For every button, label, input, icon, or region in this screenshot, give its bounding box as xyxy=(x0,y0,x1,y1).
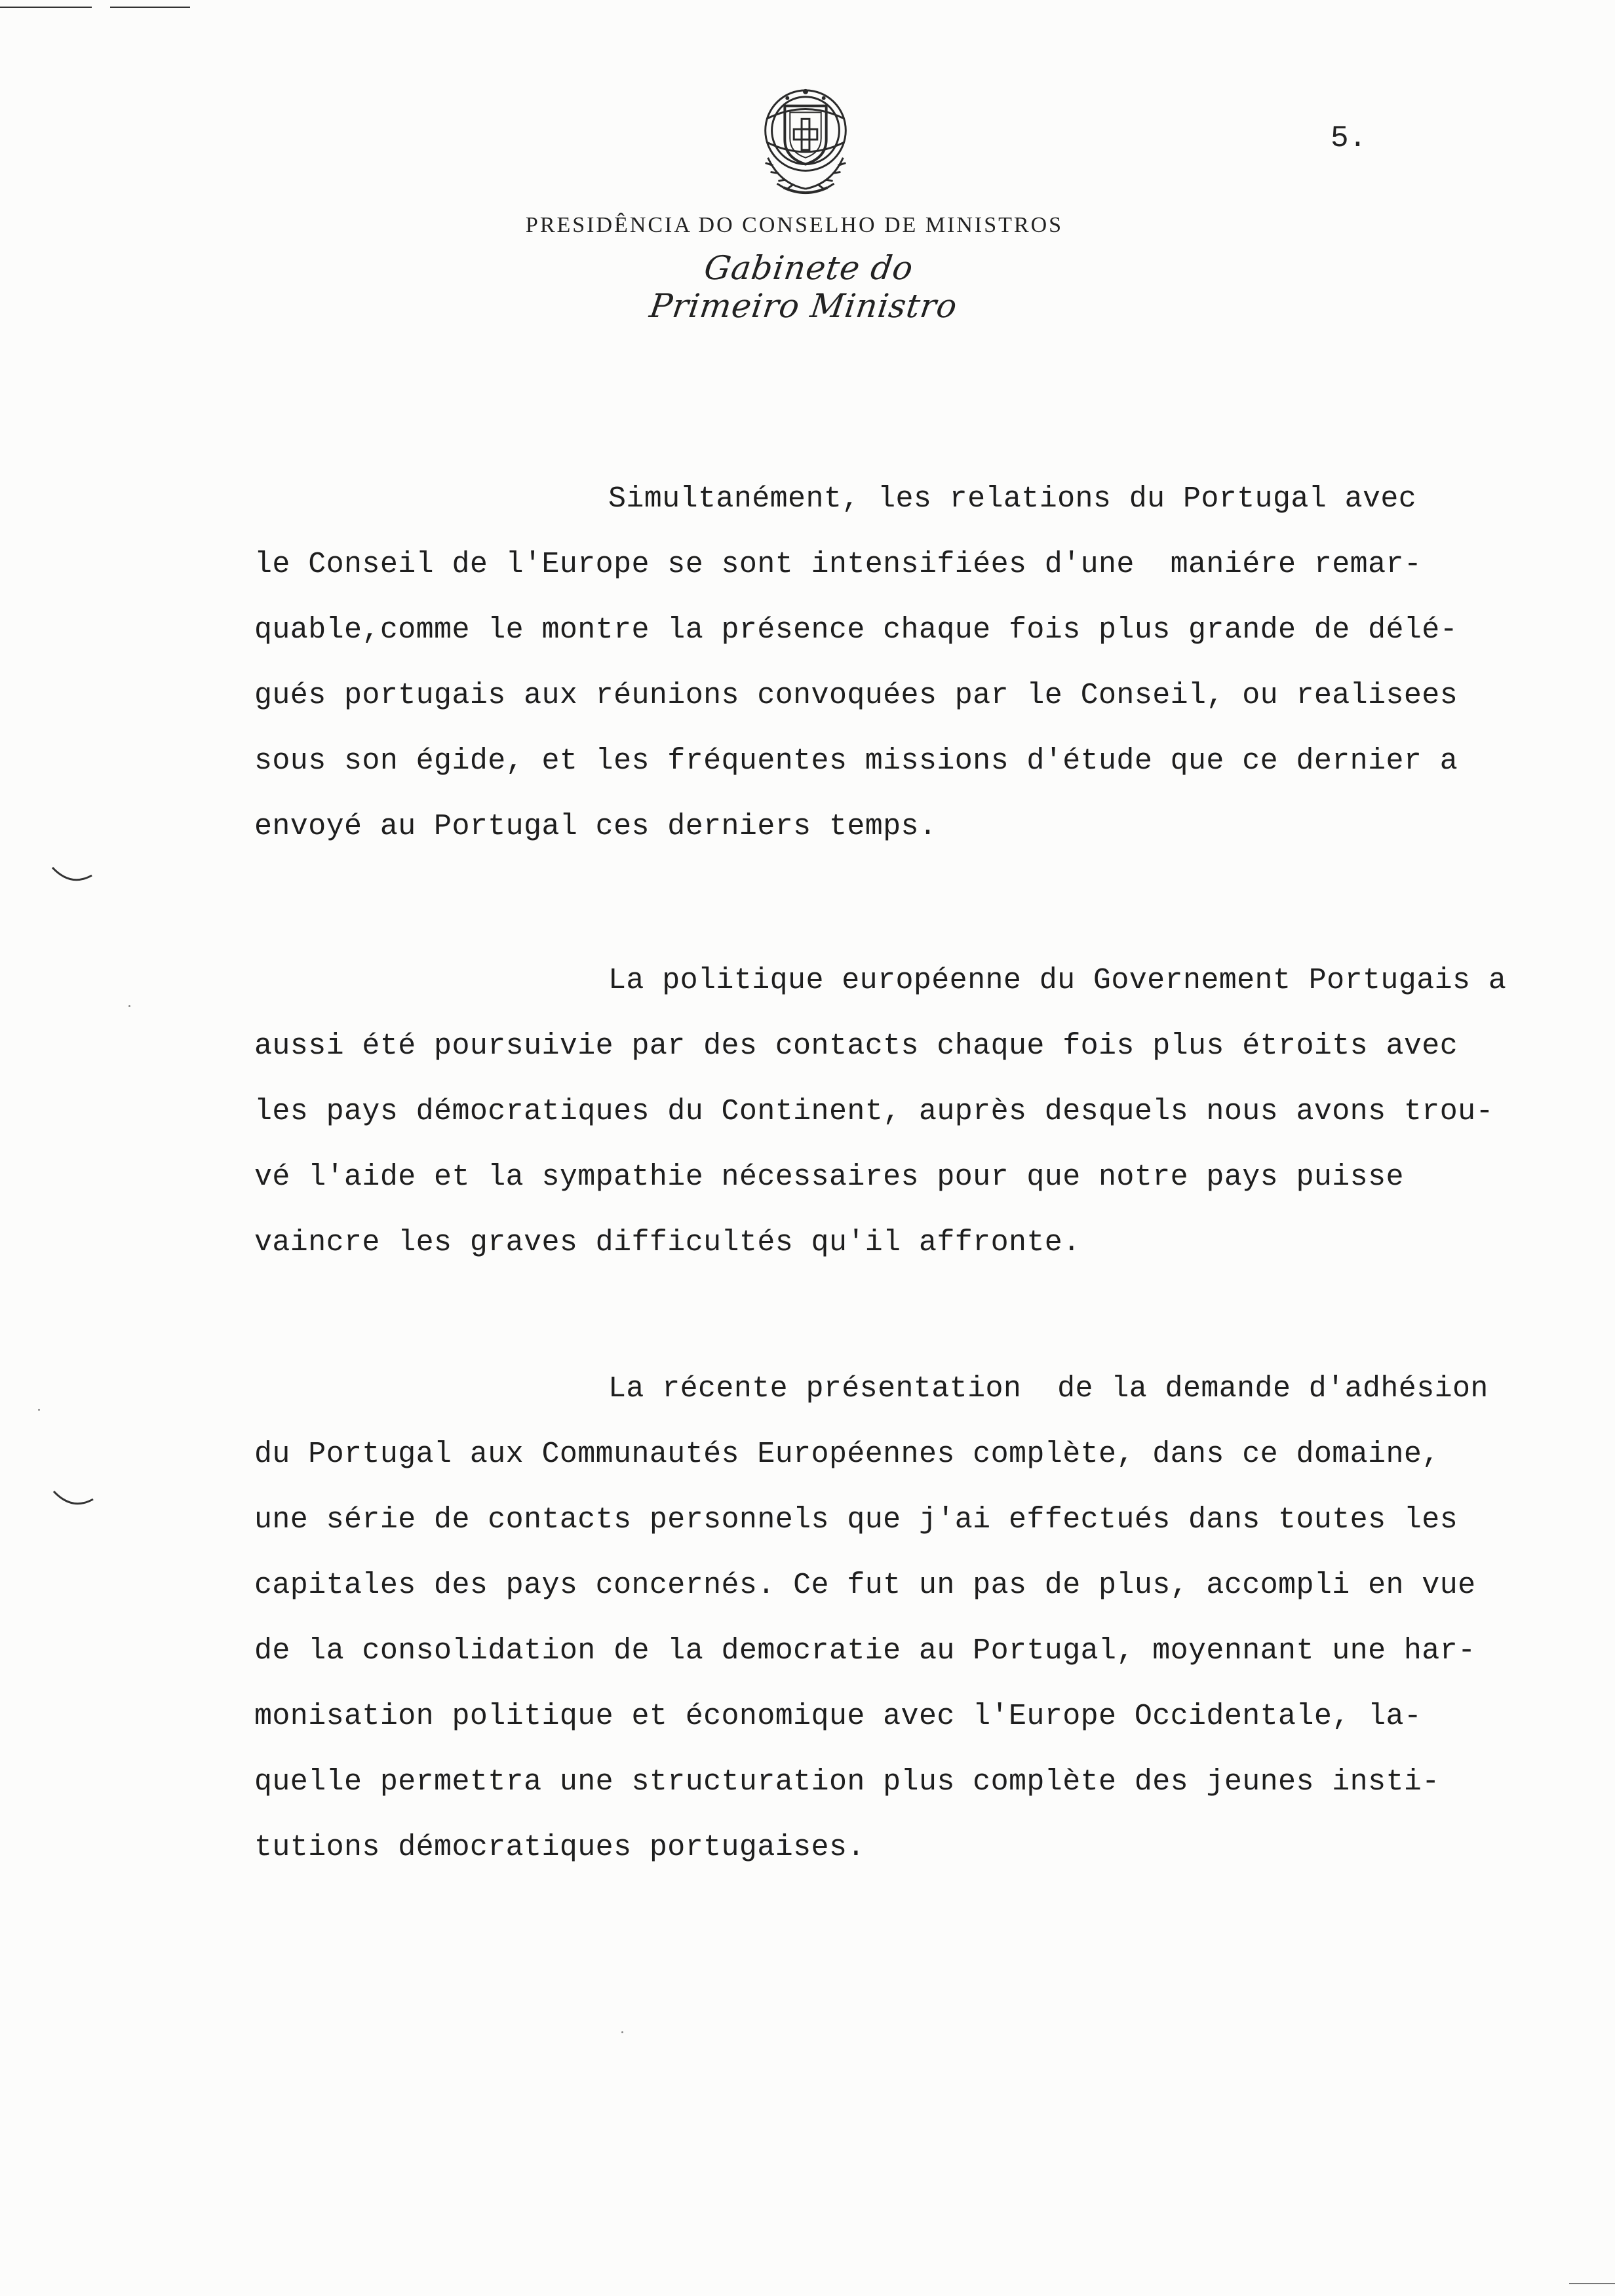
text-line: quelle permettra une structuration plus complète des jeunes insti- xyxy=(254,1765,1440,1799)
top-edge-rule xyxy=(110,7,190,8)
scan-speck xyxy=(621,2031,623,2033)
margin-mark-icon xyxy=(52,1489,94,1508)
paragraph-1 xyxy=(254,467,1605,860)
text-line: le Conseil de l'Europe se sont intensifiées d'une maniére remar- xyxy=(254,548,1422,581)
text-line: La politique européenne du Governement Portugais a xyxy=(608,964,1507,997)
text-line: sous son égide, et les fréquentes missions d'étude que ce dernier a xyxy=(254,744,1458,778)
scan-speck xyxy=(38,1409,40,1411)
text-line: du Portugal aux Communautés Européennes complète, dans ce domaine, xyxy=(254,1438,1440,1471)
coat-of-arms-icon xyxy=(747,80,864,199)
text-line: les pays démocratiques du Continent, auprès desquels nous avons trou- xyxy=(254,1095,1494,1128)
top-edge-rule xyxy=(0,7,92,8)
paragraph-2 xyxy=(254,948,1605,1276)
letterhead-title-text: PRESIDÊNCIA DO CONSELHO DE MINISTROS xyxy=(525,213,1064,237)
text-line: gués portugais aux réunions convoquées par le Conseil, ou realisees xyxy=(254,679,1458,712)
text-line: La récente présentation de la demande d'adhésion xyxy=(608,1372,1489,1406)
margin-mark-icon xyxy=(51,865,93,885)
text-line: monisation politique et économique avec l'Europe Occidentale, la- xyxy=(254,1700,1422,1733)
text-line: quable,comme le montre la présence chaque fois plus grande de délé- xyxy=(254,613,1458,647)
text-line: Simultanément, les relations du Portugal avec xyxy=(608,482,1417,516)
text-line: aussi été poursuivie par des contacts chaque fois plus étroits avec xyxy=(254,1029,1458,1063)
text-line: vaincre les graves difficultés qu'il affronte. xyxy=(254,1226,1081,1259)
letterhead-subtitle: Gabinete do Primeiro Ministro xyxy=(647,249,960,325)
scan-speck xyxy=(128,1005,130,1007)
bottom-edge-rule xyxy=(1569,2283,1615,2284)
text-line: envoyé au Portugal ces derniers temps. xyxy=(254,810,937,843)
letterhead-title xyxy=(0,213,1615,238)
text-line: vé l'aide et la sympathie nécessaires pour que notre pays puisse xyxy=(254,1160,1404,1194)
text-line: de la consolidation de la democratie au Portugal, moyennant une har- xyxy=(254,1634,1476,1668)
text-line: une série de contacts personnels que j'ai effectués dans toutes les xyxy=(254,1503,1458,1537)
page-number: 5. xyxy=(1331,121,1367,155)
text-line: capitales des pays concernés. Ce fut un pas de plus, accompli en vue xyxy=(254,1569,1476,1602)
text-line: tutions démocratiques portugaises. xyxy=(254,1831,865,1864)
paragraph-3 xyxy=(254,1356,1605,1881)
